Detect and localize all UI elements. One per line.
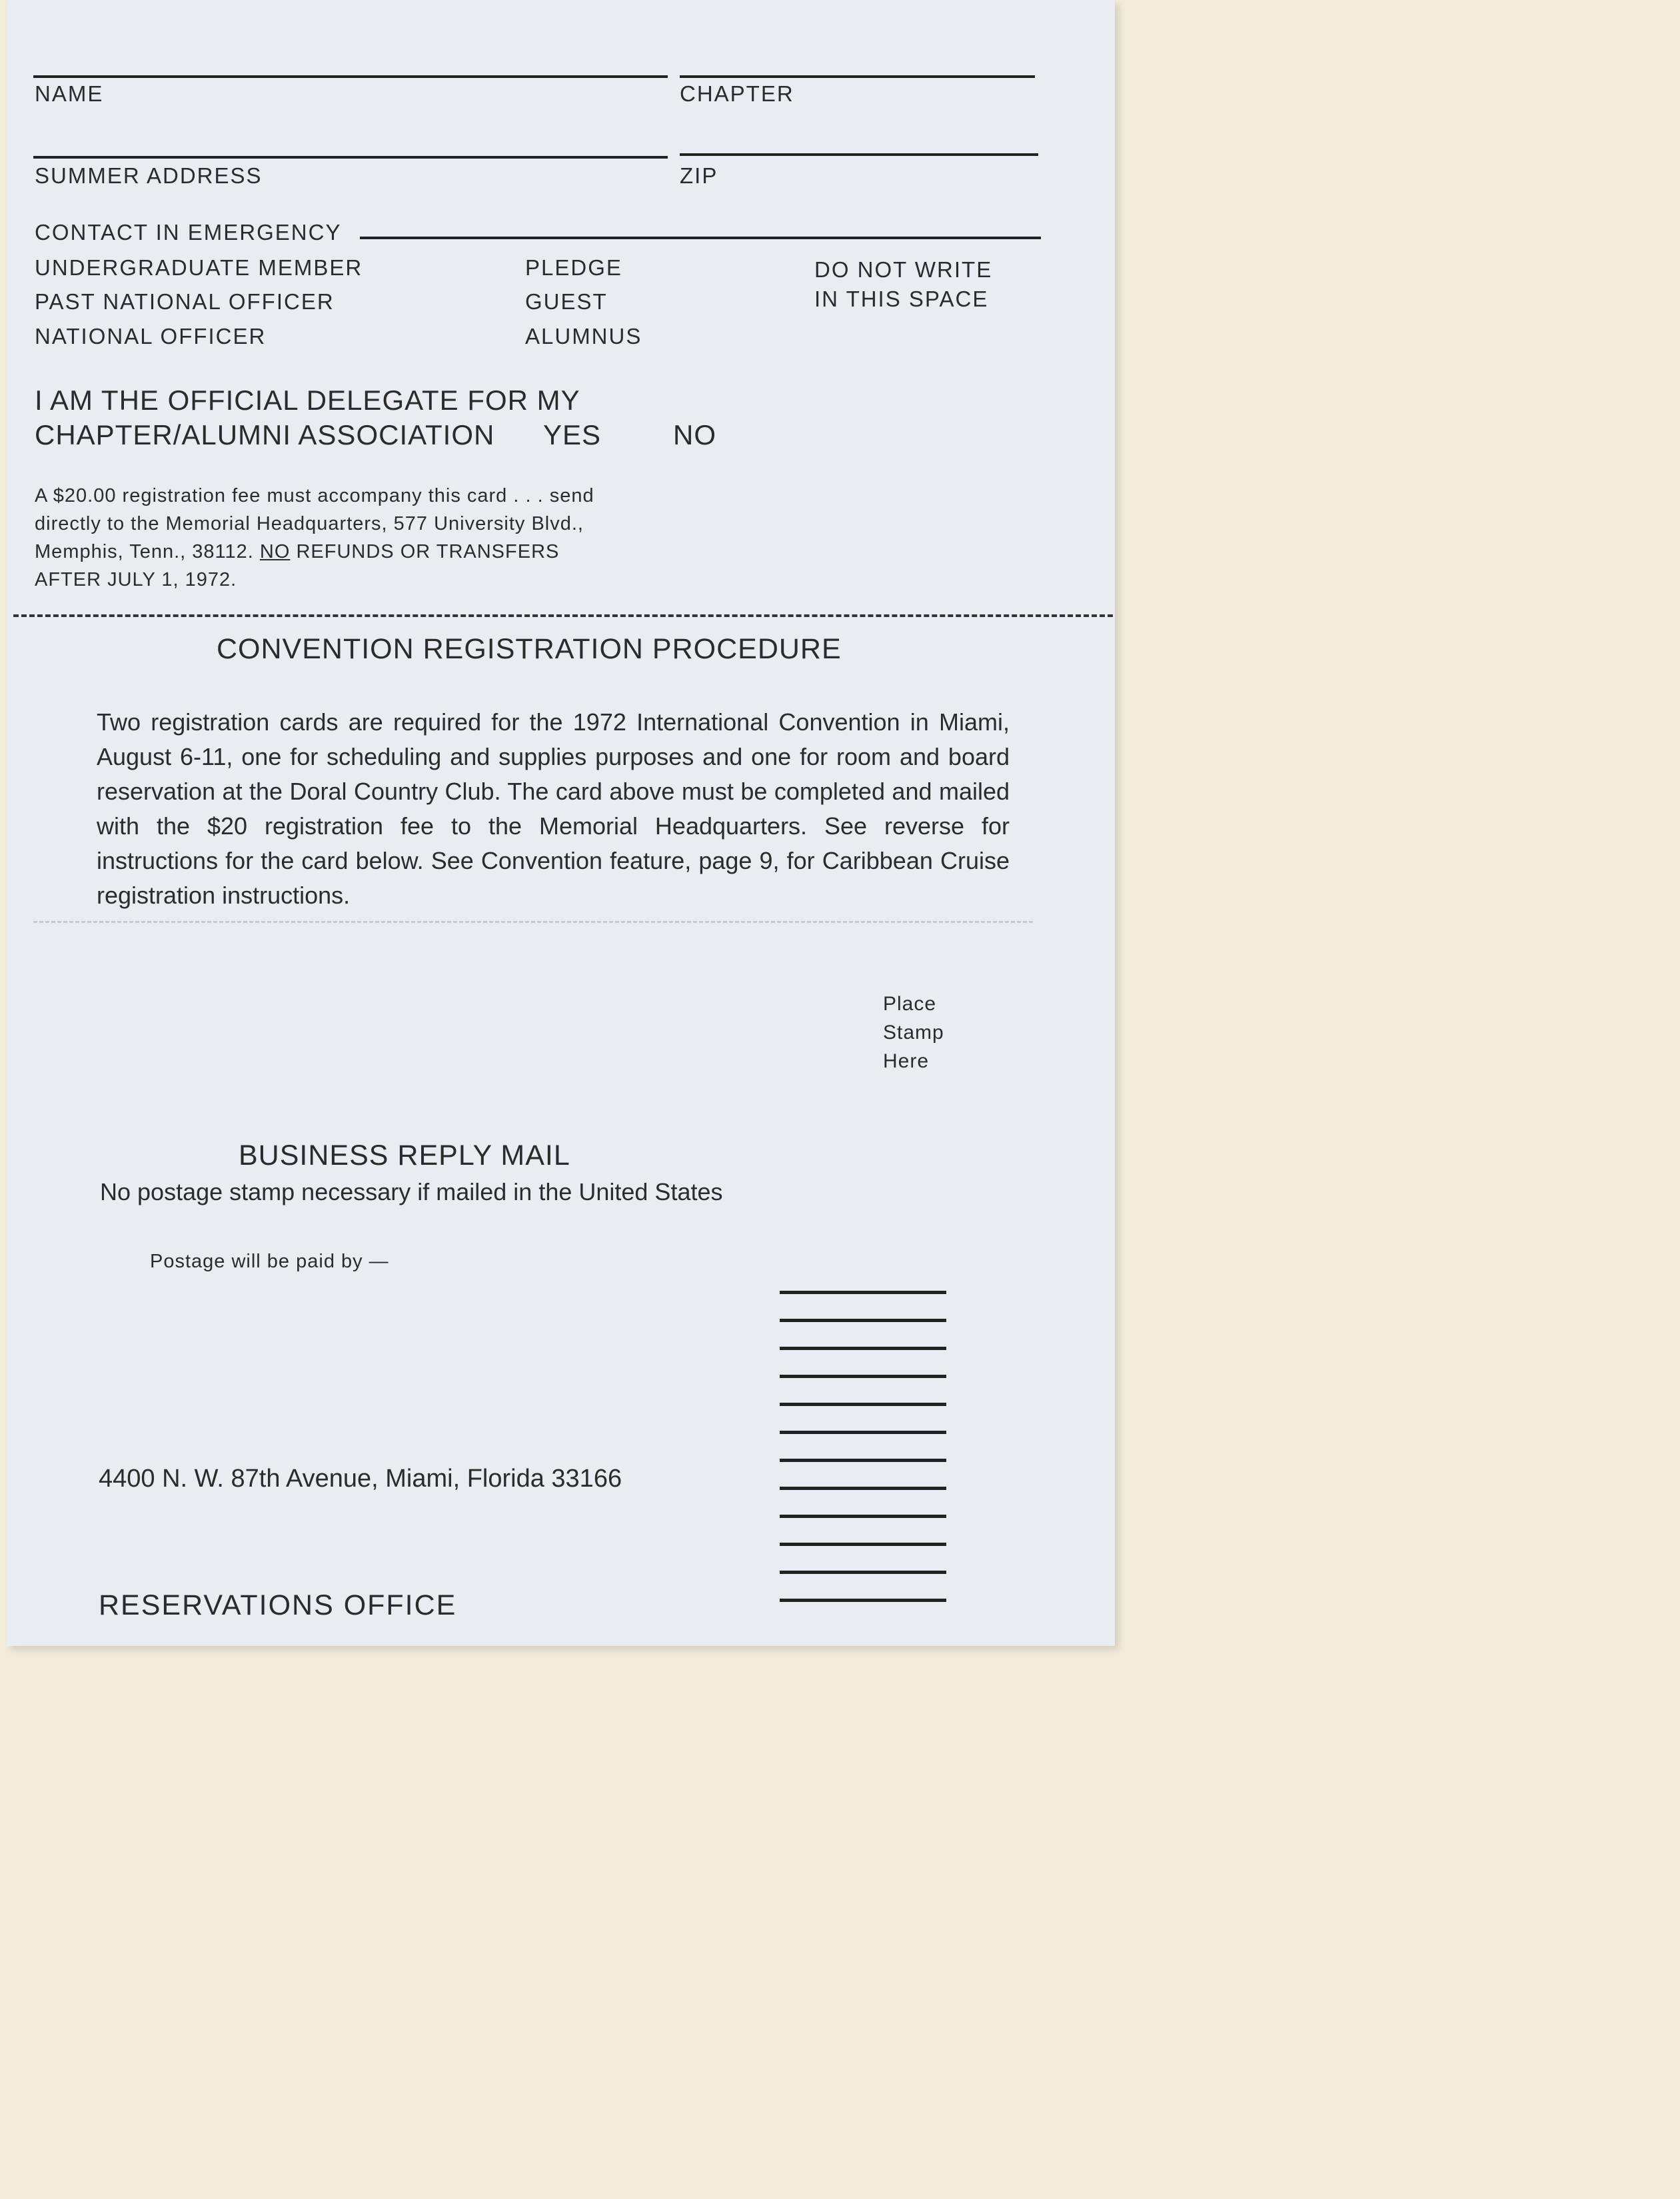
reply-bar (780, 1571, 946, 1574)
contact-line[interactable] (360, 237, 1041, 239)
reply-bar (780, 1347, 946, 1350)
reply-bar (780, 1543, 946, 1546)
member-type-undergraduate: UNDERGRADUATE MEMBER (35, 255, 363, 280)
reply-bar (780, 1375, 946, 1378)
summer-address-line[interactable] (33, 156, 668, 159)
reply-bar (780, 1515, 946, 1518)
procedure-body: Two registration cards are required for the 1972 International Convention in Miami, August 6-11, one for scheduling and supplies purposes and one for room and board reservation at the Doral Country Club. The card above must be completed and mailed with the $20 registration fee to the Memorial Headquarters. See reverse for instructions for the card below. See Convention feature, page 9, for Caribbean Cruise registration instructions. (97, 708, 1010, 909)
reply-bar (780, 1599, 946, 1602)
stamp-text-place: Place (883, 993, 937, 1015)
fee-notice-line2: directly to the Memorial Headquarters, 577 University Blvd., (35, 513, 584, 534)
reservations-office: RESERVATIONS OFFICE (99, 1589, 457, 1621)
no-refunds-emphasis: NO (259, 541, 291, 562)
no-option[interactable]: NO (673, 419, 716, 450)
zip-label: ZIP (680, 163, 718, 188)
reply-bar (780, 1403, 946, 1406)
reply-bar (780, 1319, 946, 1322)
no-postage-notice: No postage stamp necessary if mailed in the United States (100, 1178, 723, 1205)
zip-line[interactable] (680, 153, 1038, 156)
contact-label: CONTACT IN EMERGENCY (35, 220, 342, 245)
chapter-label: CHAPTER (680, 81, 794, 106)
delegate-question-line1: I AM THE OFFICIAL DELEGATE FOR MY (35, 384, 580, 416)
member-type-past-national-officer: PAST NATIONAL OFFICER (35, 289, 335, 314)
member-type-guest: GUEST (525, 289, 608, 314)
chapter-line[interactable] (680, 75, 1035, 78)
delegate-question-line2: CHAPTER/ALUMNI ASSOCIATION (35, 419, 495, 450)
business-reply-heading: BUSINESS REPLY MAIL (239, 1139, 570, 1171)
reservations-address: 4400 N. W. 87th Avenue, Miami, Florida 33166 (99, 1465, 622, 1493)
procedure-title: CONVENTION REGISTRATION PROCEDURE (217, 633, 842, 665)
member-type-national-officer: NATIONAL OFFICER (35, 324, 267, 349)
fold-line (33, 921, 1033, 923)
reply-bar (780, 1487, 946, 1490)
yes-option[interactable]: YES (543, 419, 602, 450)
stamp-text-stamp: Stamp (883, 1022, 944, 1044)
fee-notice-line3-end: REFUNDS OR TRANSFERS (290, 541, 560, 562)
fee-notice-line3 (35, 538, 559, 566)
registration-card (7, 0, 1115, 1646)
fee-notice-line3-start: Memphis, Tenn., 38112. (35, 541, 260, 562)
stamp-text-here: Here (883, 1050, 930, 1072)
member-type-alumnus: ALUMNUS (525, 324, 642, 349)
reply-bar (780, 1431, 946, 1434)
do-not-write-line1: DO NOT WRITE (814, 257, 993, 282)
member-type-pledge: PLEDGE (525, 255, 622, 280)
fee-notice-line1: A $20.00 registration fee must accompany this card . . . send (35, 485, 594, 506)
perforation-line (13, 614, 1113, 617)
fee-notice-line4: AFTER JULY 1, 1972. (35, 569, 237, 590)
reply-bar (780, 1291, 946, 1294)
name-line[interactable] (33, 75, 668, 78)
do-not-write-line2: IN THIS SPACE (814, 287, 989, 311)
postage-paid-by: Postage will be paid by — (150, 1251, 389, 1272)
reply-bar (780, 1459, 946, 1462)
summer-address-label: SUMMER ADDRESS (35, 163, 263, 188)
name-label: NAME (35, 81, 104, 106)
